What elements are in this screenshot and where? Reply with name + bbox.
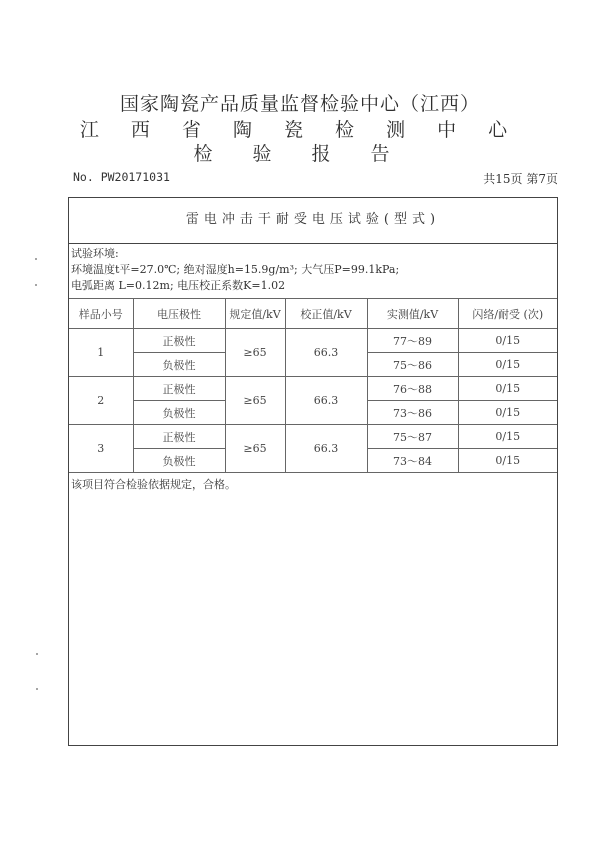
column-header: 样品小号 (69, 299, 133, 329)
report-number: No. PW20171031 (73, 170, 170, 184)
env-label: 试验环境: (71, 247, 119, 260)
table-row (69, 377, 557, 401)
polarity-cell: 负极性 (133, 353, 225, 377)
test-frame (68, 197, 558, 746)
table-row (69, 425, 557, 449)
spec-value: ≥65 (225, 377, 285, 425)
report-title-line2: 江 西 省 陶 瓷 检 测 中 心 (79, 119, 521, 141)
flashover-result: 0/15 (458, 353, 557, 377)
corrected-value: 66.3 (285, 329, 367, 377)
measured-value: 73～84 (367, 449, 458, 473)
spec-value: ≥65 (225, 329, 285, 377)
flashover-result: 0/15 (458, 449, 557, 473)
polarity-cell: 负极性 (133, 401, 225, 425)
measured-value: 75～87 (367, 425, 458, 449)
column-header: 闪络/耐受 (次) (458, 299, 557, 329)
test-environment (69, 244, 557, 298)
measured-value: 75～86 (367, 353, 458, 377)
polarity-cell: 负极性 (133, 449, 225, 473)
page-info: 共15页 第7页 (483, 172, 558, 186)
scan-dot (36, 653, 38, 655)
scan-dot (35, 258, 37, 260)
polarity-cell: 正极性 (133, 425, 225, 449)
column-header: 规定值/kV (225, 299, 285, 329)
sample-number: 3 (69, 425, 133, 473)
measured-value: 77～89 (367, 329, 458, 353)
env-arc-distance: 电弧距离 L=0.12m; 电压校正系数K=1.02 (71, 279, 286, 292)
report-title-line1: 国家陶瓷产品质量监督检验中心（江西） (119, 93, 480, 115)
test-title: 雷电冲击干耐受电压试验(型式) (69, 198, 557, 244)
corrected-value: 66.3 (285, 377, 367, 425)
env-conditions: 环境温度t平=27.0℃; 绝对湿度h=15.9g/m³; 大气压P=99.1kPa; (71, 263, 400, 276)
column-header: 实测值/kV (367, 299, 458, 329)
column-header: 电压极性 (133, 299, 225, 329)
sample-number: 2 (69, 377, 133, 425)
corrected-value: 66.3 (285, 425, 367, 473)
polarity-cell: 正极性 (133, 329, 225, 353)
polarity-cell: 正极性 (133, 377, 225, 401)
flashover-result: 0/15 (458, 401, 557, 425)
measured-value: 73～86 (367, 401, 458, 425)
flashover-result: 0/15 (458, 329, 557, 353)
sample-number: 1 (69, 329, 133, 377)
measured-value: 76～88 (367, 377, 458, 401)
flashover-result: 0/15 (458, 425, 557, 449)
table-row (69, 329, 557, 353)
report-title-line3: 检 验 报 告 (193, 143, 407, 165)
spec-value: ≥65 (225, 425, 285, 473)
results-table (69, 298, 557, 473)
scan-dot (36, 688, 38, 690)
column-header: 校正值/kV (285, 299, 367, 329)
flashover-result: 0/15 (458, 377, 557, 401)
table-header-row (69, 299, 557, 329)
conclusion-text: 该项目符合检验依据规定，合格。 (71, 478, 236, 491)
scan-dot (35, 284, 37, 286)
